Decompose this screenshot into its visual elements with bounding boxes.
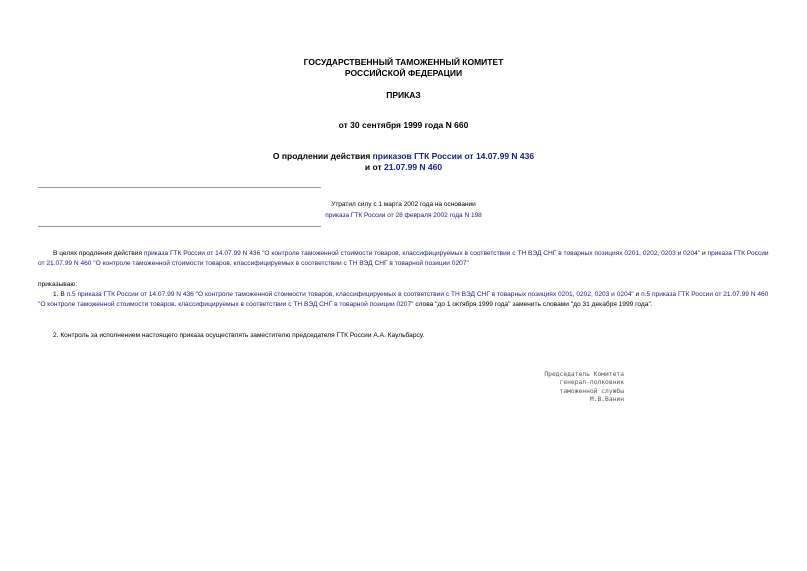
clause-1-suffix: слова "до 1 октября 1999 года" заменить словами "до 31 декабря 1999 года". bbox=[413, 301, 653, 308]
title-link-order-460[interactable]: 21.07.99 N 460 bbox=[383, 162, 443, 172]
signature-line-2: генерал-полковник bbox=[559, 379, 624, 387]
preamble-link-order-460[interactable]: приказа ГТК России от 21.07.99 N 460 "О контроле таможенной стоимости товаров, классифицируемых в соответствии с ТН ВЭД СНГ в товарной позиции 0207" bbox=[38, 250, 769, 267]
signature-line-1: Председатель Комитета bbox=[544, 371, 624, 378]
title-link-order-436[interactable]: приказов ГТК России от 14.07.99 N 436 bbox=[372, 151, 535, 161]
document-date-number: от 30 сентября 1999 года N 660 bbox=[338, 120, 469, 130]
status-note bbox=[0, 199, 807, 221]
clause-1-prefix: 1. В bbox=[53, 291, 67, 298]
clause-2: 2. Контроль за исполнением настоящего приказа осуществлять заместителю председателя ГТК России А.А. Каульбарсу. bbox=[53, 332, 425, 339]
preamble-prefix: В целях продления действия bbox=[53, 250, 144, 257]
signature-line-3: таможенной службы bbox=[559, 387, 624, 395]
signature-line-4: М.В.Ванин bbox=[589, 396, 624, 404]
issuer-heading bbox=[0, 57, 807, 79]
document-type: ПРИКАЗ bbox=[386, 90, 421, 100]
document-title bbox=[0, 151, 807, 173]
preamble-paragraph bbox=[38, 249, 773, 269]
preamble-link-order-436[interactable]: приказа ГТК России от 14.07.99 N 436 "О контроле таможенной стоимости товаров, классифицируемых в соответствии с ТН ВЭД СНГ в товарных позициях 0201, 0202, 0203 и 0204" bbox=[143, 250, 701, 257]
divider-top bbox=[38, 187, 321, 188]
signature-block bbox=[480, 371, 624, 405]
clause-1-link-order-460[interactable]: п.5 приказа ГТК России от 21.07.99 N 460 "О контроле таможенной стоимости товаров, классифицируемых в соответствии с ТН ВЭД СНГ в товарной позиции 0207" bbox=[38, 291, 769, 308]
status-note-text: Утратил силу с 1 марта 2002 года на основании bbox=[331, 201, 476, 208]
title-mid: и от bbox=[364, 162, 384, 172]
divider-bottom bbox=[38, 226, 321, 227]
issuer-line-1: ГОСУДАРСТВЕННЫЙ ТАМОЖЕННЫЙ КОМИТЕТ bbox=[303, 57, 504, 67]
clause-1 bbox=[38, 290, 773, 310]
clause-1-mid: и bbox=[633, 291, 642, 298]
status-note-link[interactable]: приказа ГТК России от 28 февраля 2002 года N 198 bbox=[325, 212, 482, 219]
preamble-mid: и bbox=[700, 250, 708, 257]
issuer-line-2: РОССИЙСКОЙ ФЕДЕРАЦИИ bbox=[344, 68, 463, 78]
title-prefix: О продлении действия bbox=[272, 151, 373, 161]
clause-1-link-order-436[interactable]: п.5 приказа ГТК России от 14.07.99 N 436 "О контроле таможенной стоимости товаров, классифицируемых в соответствии с ТН ВЭД СНГ в товарных позициях 0201, 0202, 0203 и 0204" bbox=[66, 291, 634, 298]
order-word: приказываю: bbox=[38, 281, 78, 288]
